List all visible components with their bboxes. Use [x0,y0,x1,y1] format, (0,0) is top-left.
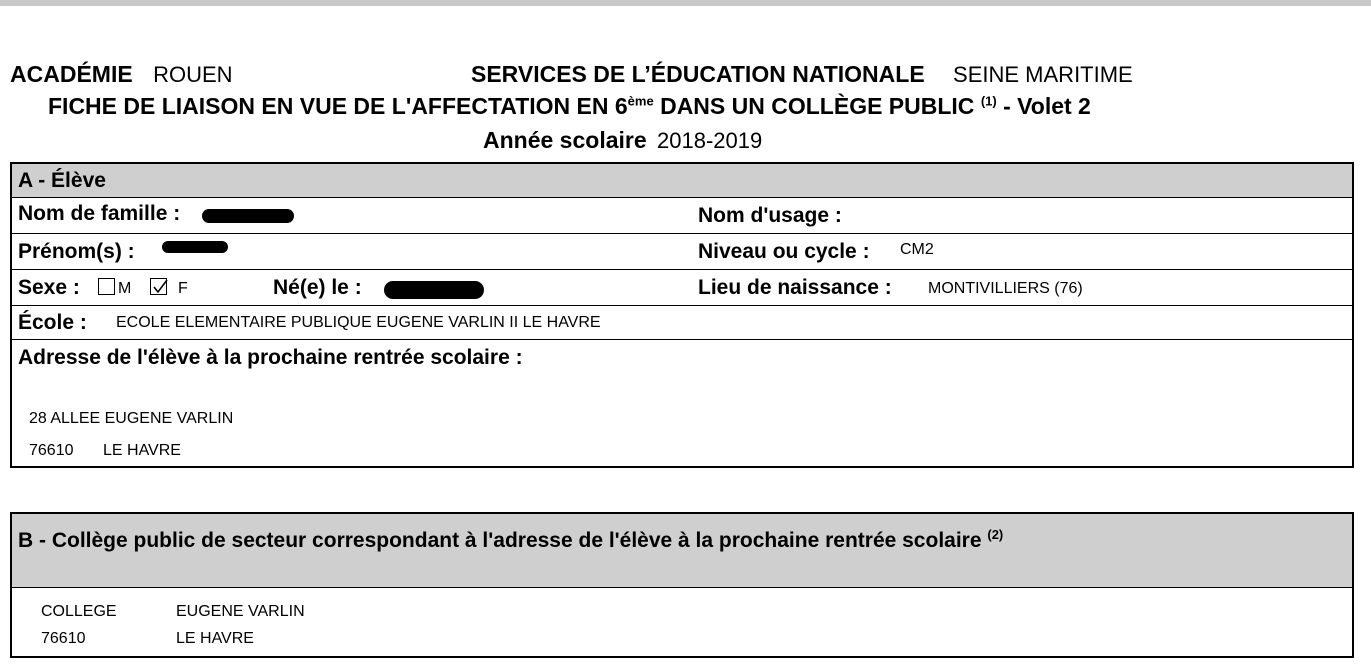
sexe-label: Sexe : [18,276,80,299]
academie-label: ACADÉMIE [10,61,133,87]
sexe-m-option[interactable] [98,278,131,298]
ecole-label: École : [18,311,87,334]
prenoms-label: Prénom(s) : [18,240,135,263]
title-note: (1) [980,93,997,109]
annee-line [483,127,762,154]
section-a-title: A - Élève [18,169,106,192]
ne-le-label: Né(e) le : [273,276,362,299]
nom-usage-label: Nom d'usage : [698,204,842,227]
adresse-line1: 28 ALLEE EUGENE VARLIN [29,410,234,427]
lieu-naissance-value: MONTIVILLIERS (76) [928,280,1083,297]
section-b [10,512,1354,658]
prenom-redaction [162,241,228,253]
sexe-f-label: F [178,280,188,297]
adresse-label: Adresse de l'élève à la prochaine rentrée scolaire : [18,346,523,369]
niveau-value: CM2 [900,241,934,258]
checkmark-icon [151,279,168,296]
section-a-header [12,164,1352,198]
row-nom [12,198,1352,234]
sexe-f-checkbox[interactable] [150,278,167,295]
services-line [471,61,1133,88]
title-superscript: ème [627,93,654,109]
document-title [48,93,1091,120]
sexe-f-option[interactable] [150,278,188,298]
section-b-title [18,529,1003,553]
section-b-title-text: B - Collège public de secteur correspondant à l'adresse de l'élève à la prochaine rentrée scolaire [18,529,988,552]
annee-value: 2018-2019 [657,128,763,153]
title-part1: FICHE DE LIAISON EN VUE DE L'AFFECTATION EN 6 [48,93,628,119]
sexe-m-checkbox[interactable] [98,278,115,295]
top-border [0,0,1371,6]
academie-value: ROUEN [153,62,233,87]
adresse-ville: LE HAVRE [103,442,181,459]
college-label: COLLEGE [41,603,117,620]
row-prenom [12,234,1352,270]
title-part2: DANS UN COLLÈGE PUBLIC [653,93,981,119]
lieu-naissance-label: Lieu de naissance : [698,276,892,299]
ecole-value: ECOLE ELEMENTAIRE PUBLIQUE EUGENE VARLIN II LE HAVRE [116,314,601,331]
academie-line [10,61,233,88]
row-adresse [12,340,1352,466]
section-b-title-note: (2) [987,527,1004,542]
annee-label: Année scolaire [483,127,647,153]
nom-famille-label: Nom de famille : [18,202,181,225]
ne-le-redaction [384,281,484,299]
row-sexe [12,270,1352,306]
adresse-cp: 76610 [29,442,74,459]
nom-famille-redaction [202,209,294,223]
title-part3: - Volet 2 [996,93,1091,119]
college-name: EUGENE VARLIN [176,603,305,620]
college-ville: LE HAVRE [176,630,254,647]
niveau-label: Niveau ou cycle : [698,240,870,263]
sexe-m-label: M [118,280,132,297]
section-b-header [12,514,1352,588]
row-ecole [12,306,1352,340]
services-label: SERVICES DE L’ÉDUCATION NATIONALE [471,61,925,87]
college-cp: 76610 [41,630,86,647]
section-a [10,162,1354,468]
departement-value: SEINE MARITIME [953,62,1133,87]
